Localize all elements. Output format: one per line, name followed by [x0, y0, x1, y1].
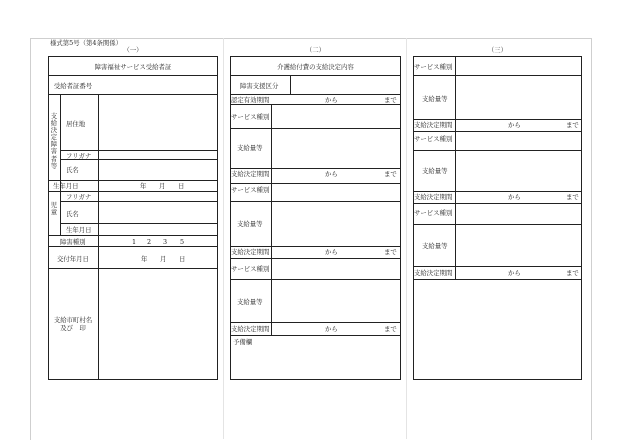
until-text: まで: [384, 248, 397, 256]
birth-day-unit: 日: [178, 182, 185, 190]
remarks-label: 予備欄: [233, 338, 253, 346]
until-text: まで: [384, 170, 397, 178]
support-class-label: 障害支援区分: [240, 82, 279, 90]
child-name-label: 氏名: [66, 210, 79, 218]
until-text: まで: [384, 96, 397, 104]
service-type-label: サービス種別: [231, 113, 270, 121]
cert-period-label: 認定有効期間: [231, 96, 270, 104]
child-birth-label: 生年月日: [66, 226, 92, 234]
from-text: から: [325, 170, 338, 178]
address-label: 居住地: [66, 120, 86, 128]
from-text: から: [325, 325, 338, 333]
decision-period-label: 支給決定期間: [414, 193, 453, 201]
until-text: まで: [566, 193, 579, 201]
column-divider: [406, 38, 407, 439]
until-text: まで: [384, 325, 397, 333]
form-number: 様式第5号（第4条関係）: [50, 39, 123, 47]
birth-date-label: 生年月日: [53, 182, 79, 190]
child-furigana-label: フリガナ: [66, 193, 92, 201]
name-label: 氏名: [66, 166, 79, 174]
from-text: から: [325, 96, 338, 104]
amount-label: 支給量等: [237, 144, 263, 152]
seal-label: 及び 印: [60, 324, 86, 332]
issue-date-label: 交付年月日: [57, 255, 89, 263]
decision-period-label: 支給決定期間: [414, 269, 453, 277]
issue-month-unit: 月: [160, 255, 167, 263]
service-details-card: [413, 56, 582, 380]
section-label-2: （二）: [305, 46, 326, 54]
until-text: まで: [566, 121, 579, 129]
birth-year-unit: 年: [140, 182, 147, 190]
furigana-label: フリガナ: [66, 152, 92, 160]
birth-month-unit: 月: [159, 182, 166, 190]
service-type-label: サービス種別: [414, 209, 453, 217]
service-type-label: サービス種別: [231, 186, 270, 194]
service-type-label: サービス種別: [414, 63, 453, 71]
municipality-label: 支給市町村名: [53, 316, 93, 324]
amount-label: 支給量等: [422, 167, 448, 175]
amount-label: 支給量等: [422, 95, 448, 103]
amount-label: 支給量等: [237, 220, 263, 228]
column-divider: [223, 38, 224, 439]
decision-period-label: 支給決定期間: [231, 325, 270, 333]
card2-title: 介護給付費の支給決定内容: [277, 63, 354, 71]
recipient-group-label: 支給決定障害者等: [50, 112, 58, 170]
issue-year-unit: 年: [141, 255, 148, 263]
amount-label: 支給量等: [422, 242, 448, 250]
service-type-label: サービス種別: [414, 135, 453, 143]
amount-label: 支給量等: [237, 298, 263, 306]
service-type-label: サービス種別: [231, 265, 270, 273]
class-number: 3: [163, 238, 168, 246]
recipient-number-label: 受給者証番号: [53, 82, 93, 90]
decision-period-label: 支給決定期間: [231, 248, 270, 256]
decision-period-label: 支給決定期間: [414, 121, 453, 129]
disability-class-label: 障害種別: [60, 238, 86, 246]
from-text: から: [508, 269, 521, 277]
section-label-1: （一）: [123, 46, 143, 54]
from-text: から: [325, 248, 338, 256]
class-number: 5: [180, 238, 185, 246]
child-group-label: 児童: [50, 201, 58, 217]
section-label-3: （三）: [487, 46, 508, 54]
from-text: から: [508, 121, 521, 129]
issue-day-unit: 日: [179, 255, 186, 263]
card1-title: 障害福祉サービス受給者証: [94, 63, 172, 71]
until-text: まで: [566, 269, 579, 277]
from-text: から: [508, 193, 521, 201]
class-number: 2: [147, 238, 152, 246]
class-number: 1: [132, 238, 137, 246]
decision-period-label: 支給決定期間: [231, 170, 270, 178]
